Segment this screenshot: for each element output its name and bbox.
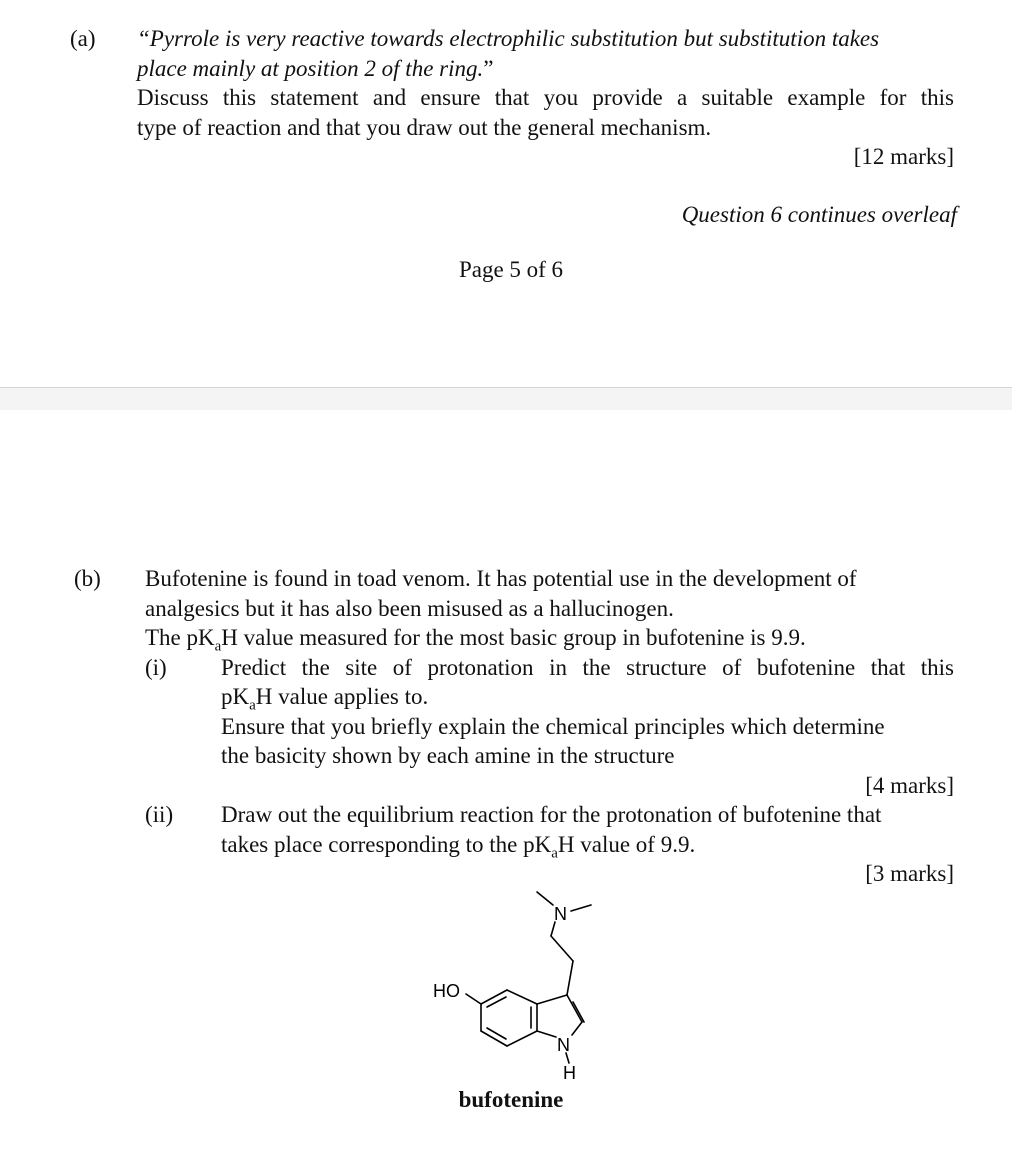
bond-c7-c7a xyxy=(507,1031,537,1046)
sub-i-line2 xyxy=(221,682,428,712)
page-number: Page 5 of 6 xyxy=(458,257,564,282)
sub-i-line2-post: H value applies to. xyxy=(255,684,429,709)
bond-c3-c2-inner xyxy=(573,1002,584,1022)
sub-ii-marks: [3 marks] xyxy=(865,861,954,886)
part-a-quote-line2 xyxy=(137,54,493,84)
sub-i-line2-pre: pK xyxy=(221,684,250,709)
bond-c3-c3a xyxy=(537,995,567,1004)
part-a-body-line2: type of reaction and that you draw out the general mechanism. xyxy=(137,115,712,140)
bond-c2-n1 xyxy=(572,1022,582,1035)
sub-ii-line1: Draw out the equilibrium reaction for the protonation of bufotenine that xyxy=(221,802,882,827)
bond-ho-c5 xyxy=(466,994,481,1004)
atom-h: H xyxy=(563,1063,576,1083)
sub-ii-label: (ii) xyxy=(145,802,174,827)
part-b-line3-post: H value measured for the most basic group in bufotenine is 9.9. xyxy=(221,625,806,650)
part-b-line2: analgesics but it has also been misused as a hallucinogen. xyxy=(145,596,674,621)
structure-caption: bufotenine xyxy=(458,1087,564,1112)
atom-n-indole: N xyxy=(557,1035,570,1055)
part-a-label: (a) xyxy=(70,26,96,51)
sub-ii-line2-pre: takes place corresponding to the pK xyxy=(221,832,552,857)
bond-n-ch2 xyxy=(551,922,555,936)
sub-i-line1: Predict the site of protonation in the structure of bufotenine that this xyxy=(221,655,954,680)
part-a-quote-close: ” xyxy=(483,56,494,81)
sub-ii-line2-post: H value of 9.9. xyxy=(557,832,696,857)
bond-methyl-1 xyxy=(537,892,553,905)
bond-c3-c2 xyxy=(567,995,582,1022)
atom-ho: HO xyxy=(433,981,460,1001)
sub-i-line2-sub: a xyxy=(249,697,256,714)
part-a-marks: [12 marks] xyxy=(853,144,954,169)
part-a-body-line1: Discuss this statement and ensure that you provide a suitable example for this xyxy=(137,85,954,110)
bond-c6-c7-inner xyxy=(487,1028,506,1039)
bond-ch2-ch2 xyxy=(551,936,573,961)
bond-c4-c5 xyxy=(481,990,507,1004)
part-b-line1: Bufotenine is found in toad venom. It has potential use in the development of xyxy=(145,566,857,591)
sub-i-label: (i) xyxy=(145,655,167,680)
bond-c3a-c4 xyxy=(507,990,537,1004)
bufotenine-structure xyxy=(420,882,640,1092)
part-b-line3-pre: The pK xyxy=(145,625,215,650)
part-b-line3-sub: a xyxy=(214,638,222,655)
sub-ii-line2-sub: a xyxy=(551,845,558,862)
sub-i-marks: [4 marks] xyxy=(865,773,954,798)
sub-i-line3: Ensure that you briefly explain the chemical principles which determine xyxy=(221,714,885,739)
sub-i-line4: the basicity shown by each amine in the structure xyxy=(221,743,675,768)
bond-n1-c7a xyxy=(537,1031,556,1037)
bond-c6-c7 xyxy=(481,1031,507,1046)
part-a-quote-line2-text: place mainly at position 2 of the ring. xyxy=(137,56,484,81)
continues-overleaf: Question 6 continues overleaf xyxy=(681,202,957,227)
atom-n-amine: N xyxy=(554,904,567,924)
bond-methyl-2 xyxy=(571,905,591,911)
part-b-label: (b) xyxy=(74,566,101,591)
sub-ii-line2 xyxy=(221,830,695,860)
part-a-quote-line1: “Pyrrole is very reactive towards electrophilic substitution but substitution takes xyxy=(137,26,880,51)
page-gap xyxy=(0,388,1012,410)
bond-ch2-c3 xyxy=(567,961,573,995)
part-b-line3 xyxy=(145,623,806,653)
